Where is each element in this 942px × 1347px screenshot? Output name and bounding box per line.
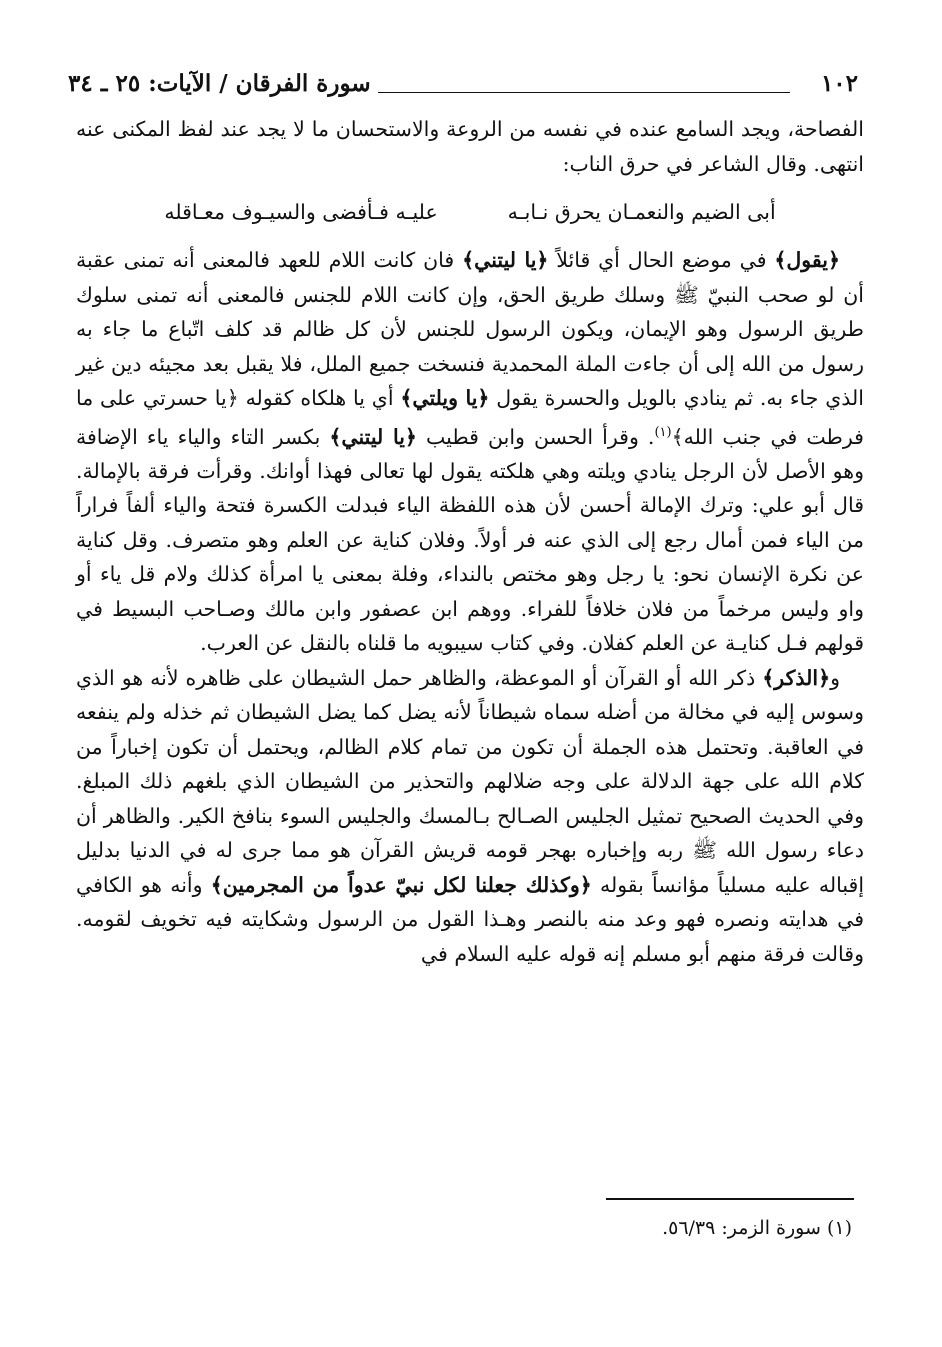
text-run: بكسر التاء والياء ياء الإضافة وهو الأصل لأن الرجل ينادي ويلته وهي هلكته يقول لها تعالى فهذا أوانك. وقرأت فرقة بالإمالة. قال أبو علي: وترك الإمالة أحسن لأن هذه اللفظة الياء فبدلت الكسرة فتحة والياء ألفاً فراراً من الياء فمن أمال رجع إلى الذي عنه فر أولاً. وفلان كناية عن العلم وهو متصرف. وقل كناية عن نكرة الإنسان نحو: يا رجل وهو مختص بالنداء، وفلة بمعنى يا امرأة كذلك ولام قل ياء أو واو وليس مرخماً من فلان خلافاً للفراء. ووهم ابن عصفور وابن مالك وصـاحب البسيط في قولهم فـل كنايـة عن العلم كفلان. وفي كتاب سيبويه ما قلناه بالنقل عن العرب. [76, 424, 864, 656]
running-title: سورة الفرقان / الآيات: ٢٥ ـ ٣٤ [68, 70, 371, 97]
paragraph-3 [76, 661, 864, 972]
text-run: وأنه هو الكافي في هدايته ونصره فهو وعد منه بالنصر وهـذا القول من الرسول وشكايته فيه تخويف لقومه. وقالت فرقة منهم أبو مسلم إنه قوله عليه السلام في [76, 872, 864, 966]
verse-hemistich-1: أبى الضيم والنعمـان يحرق نـابـه [507, 200, 776, 224]
text-run: في موضع الحال أي قائلاً [548, 248, 775, 272]
text-run: ذكر الله أو القرآن أو الموعظة، والظاهر حمل الشيطان على ظاهره لأنه هو الذي وسوس إليه في مخالة من أضله سماه شيطاناً لأنه يضل كما يضل الشيطان ثم خذله ولم ينفعه في العاقبة. وتحتمل هذه الجملة أن تكون من تمام كلام الظالم، ويحتمل أن تكون إخباراً من كلام الله على جهة الدلالة على وجه ضلالهم والتحذير من الشيطان الذي بلغهم ذلك المبلغ. وفي الحديث الصحيح تمثيل الجليس الصـالح بـالمسك والجليس السوء بنافخ الكير. والظاهر أن دعاء رسول الله ﷺ ربه وإخباره بهجر قومه قريش القرآن هو مما جرى له في الدنيا بدليل إقباله عليه مسلياً مؤانساً بقوله [76, 665, 865, 897]
poetry-verse [76, 195, 864, 229]
quran-quote: ﴿يا ليتني﴾ [329, 424, 417, 449]
paragraph-1: الفصاحة، ويجد السامع عنده في نفسه من الروعة والاستحسان ما لا يجد عند لفظ المكنى عنه انتهى. وقال الشاعر في حرق الناب: [76, 117, 864, 176]
footnote-reference: (١) [654, 424, 672, 440]
text-run: أي يا هلكاه كقوله ﴿يا حسرتي على ما فرطت في جنب الله﴾ [76, 386, 864, 449]
quran-quote: ﴿يا ويلتي﴾ [400, 386, 490, 410]
paragraph-2 [76, 243, 864, 661]
footnote-separator [606, 1198, 854, 1200]
quran-quote: ﴿يا ليتني﴾ [462, 248, 549, 272]
text-run: فان كانت اللام للعهد فالمعنى أنه تمنى عقبة أن لو صحب النبيّ ﷺ وسلك طريق الحق، وإن كانت اللام للجنس فالمعنى أنه تمنى سلوك طريق الرسول وهو الإيمان، ويكون الرسول للجنس لأن كل ظالم قد كلف اتّباع ما جاء به رسول من الله إلى أن جاءت الملة المحمدية فنسخت جميع الملل، فلا يقبل بعد مجيئه دين غير الذي جاء به. ثم ينادي بالويل والحسرة يقول [76, 248, 864, 410]
main-text [76, 112, 864, 971]
header-rule [378, 92, 790, 93]
page-header [68, 70, 858, 100]
quran-quote: ﴿وكذلك جعلنا لكل نبيّ عدواً من المجرمين﴾ [210, 872, 592, 897]
footnote: (١) سورة الزمر: ٥٦/٣٩. [662, 1217, 852, 1239]
text-run: . وقرأ الحسن وابن قطيب [416, 424, 655, 449]
page-number: ١٠٢ [820, 70, 858, 97]
verse-hemistich-2: عليـه فـأفضى والسيـوف معـاقله [164, 200, 438, 224]
quran-quote: ﴿يقول﴾ [774, 248, 840, 272]
text-run: و [830, 665, 840, 690]
quran-quote: ﴿الذكر﴾ [762, 665, 831, 690]
